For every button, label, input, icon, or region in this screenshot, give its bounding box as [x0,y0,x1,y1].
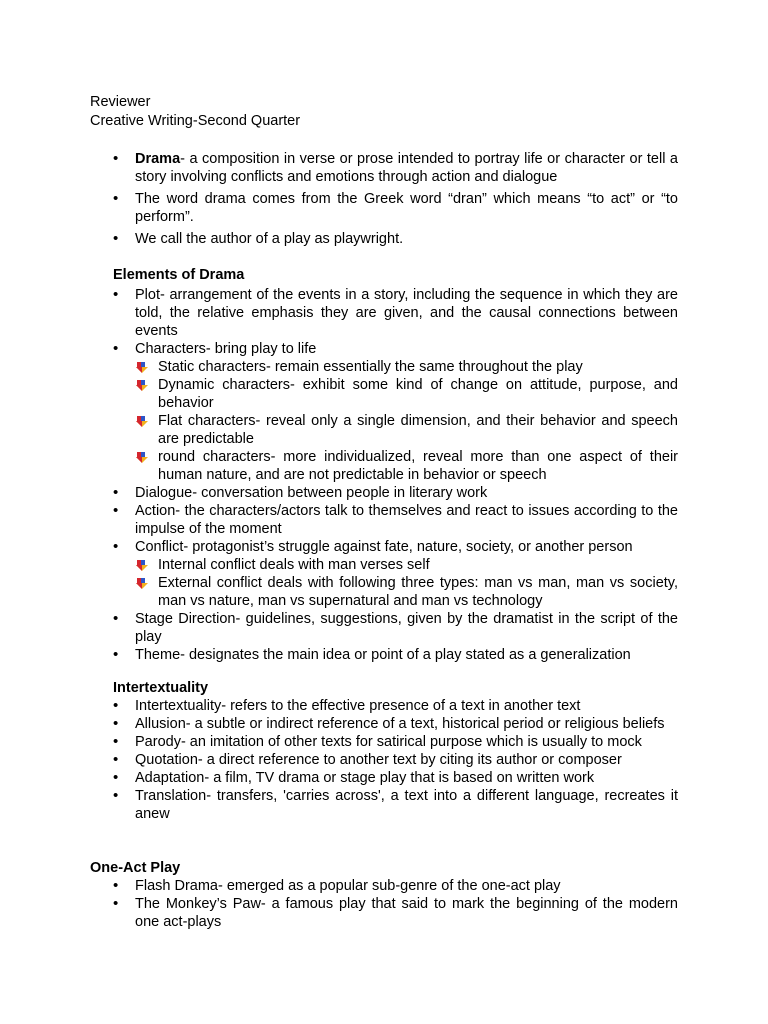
arrow-down-icon [136,380,149,391]
list-item: • Conflict- protagonist’s struggle against fate, nature, society, or another person [113,538,678,556]
list-item: • Stage Direction- guidelines, suggestions, given by the dramatist in the script of the play [113,610,678,646]
sub-list-item [113,556,678,574]
document-title: Reviewer [90,94,151,110]
sub-item-text: Flat characters- reveal only a single dimension, and their behavior and speech are predictable [158,413,678,447]
characters-sublist [113,358,678,484]
sub-item-text: round characters- more individualized, reveal more than one aspect of their human nature, and are not predictable in behavior or speech [158,449,678,483]
intro-section [113,150,678,248]
conflict-sublist [113,556,678,610]
sub-list-item [113,358,678,376]
sub-list-item [113,574,678,610]
sub-list-item [113,448,678,484]
list-item: • Characters- bring play to life [113,340,678,358]
document-subtitle: Creative Writing-Second Quarter [90,113,301,129]
list-item: • Plot- arrangement of the events in a story, including the sequence in which they are told, the relative emphasis they are given, and the causal connections between events [113,286,678,340]
list-item: • Theme- designates the main idea or point of a play stated as a generalization [113,646,678,664]
intertextuality-section [113,679,678,823]
section-heading: Elements of Drama [113,267,245,283]
arrow-down-icon [136,362,149,373]
list-item: • Quotation- a direct reference to another text by citing its author or composer [113,751,678,769]
term-definition: - a composition in verse or prose intended to portray life or character or tell a story involving conflicts and emotions through action and dialogue [135,151,678,185]
list-item: • We call the author of a play as playwright. [113,230,678,248]
sub-list-item [113,376,678,412]
sub-item-text: Dynamic characters- exhibit some kind of change on attitude, purpose, and behavior [158,377,678,411]
list-item: • Adaptation- a film, TV drama or stage play that is based on written work [113,769,678,787]
list-item: • The Monkey’s Paw- a famous play that said to mark the beginning of the modern one act-plays [113,895,678,931]
list-item: • The word drama comes from the Greek word “dran” which means “to act” or “to perform”. [113,190,678,226]
document-header [90,93,300,131]
list-item: • Allusion- a subtle or indirect reference of a text, historical period or religious beliefs [113,715,678,733]
section-heading: Intertextuality [113,680,209,696]
list-item: • Translation- transfers, 'carries across', a text into a different language, recreates it anew [113,787,678,823]
list-item: • Intertextuality- refers to the effective presence of a text in another text [113,697,678,715]
arrow-down-icon [136,578,149,589]
sub-item-text: External conflict deals with following three types: man vs man, man vs society, man vs nature, man vs supernatural and man vs technology [158,575,678,609]
list-item: • Action- the characters/actors talk to themselves and react to issues according to the impulse of the moment [113,502,678,538]
list-item: • Flash Drama- emerged as a popular sub-genre of the one-act play [113,877,678,895]
sub-item-text: Internal conflict deals with man verses self [158,557,430,573]
sub-list-item [113,412,678,448]
section-heading: One-Act Play [90,860,181,876]
list-item: • Parody- an imitation of other texts for satirical purpose which is usually to mock [113,733,678,751]
elements-list [113,286,678,664]
elements-section [113,266,678,284]
list-item: • Dialogue- conversation between people in literary work [113,484,678,502]
arrow-down-icon [136,416,149,427]
arrow-down-icon [136,560,149,571]
one-act-section [90,859,678,931]
term-drama: Drama [135,151,181,167]
list-item [113,150,678,186]
sub-item-text: Static characters- remain essentially the same throughout the play [158,359,583,375]
arrow-down-icon [136,452,149,463]
